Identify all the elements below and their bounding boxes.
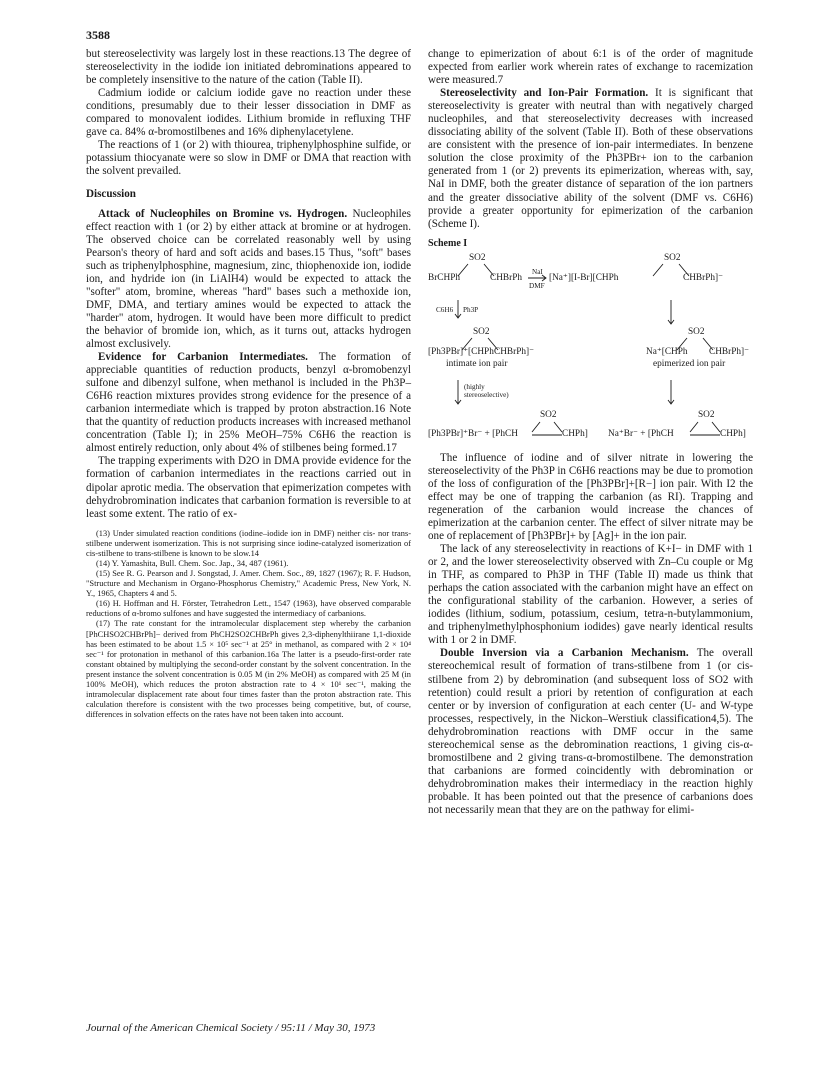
scheme-title: Scheme I bbox=[428, 237, 468, 249]
section-heading-discussion: Discussion bbox=[86, 188, 136, 201]
scheme-epimerized-pair-b: CHBrPh]⁻ bbox=[709, 346, 750, 357]
right-column bbox=[428, 48, 753, 817]
paragraph-text: The formation of appreciable quantities of reduction products, benzyl α-bromobenzyl sulfone and dibenzyl sulfone, when methanol is included in the Ph3P–C6H6 reaction mixtures provides strong evidence for the presence of a carbanion intermediate which is trapped by proton abstraction.16 Note that the quantity of reduction products increases with increased methanol concentration (Table I); in 25% MeOH–75% C6H6 the reaction is almost entirely reduction, only about 4% of stilbenes being formed.17 bbox=[86, 351, 411, 455]
paragraph-text: The overall stereochemical result of formation of trans-stilbene from 1 (or cis-stilbene from 2) by debromination (and subsequent loss of SO2 with retention) could result a priori by retention of configuration at each center or by inversion of configuration at each center (U- and W-type processes, respectively, in the Nickon–Werstiuk classification4,5). The dehydrobromination reactions with DMF occur in the same stereochemical sense as the debromination reactions, 1 giving cis-α-bromostilbene and 2 giving trans-α-bromostilbene. The demonstration that carbanions are formed coincidently with debromination or dehydrobromination makes their intermediacy in the reaction highly probable. It has been pointed out that the presence of carbanions does not necessarily mean that they are on the pathway for elimi- bbox=[428, 647, 753, 816]
scheme-reagent-nai: NaI bbox=[532, 267, 543, 276]
scheme-epimerized-pair-label: epimerized ion pair bbox=[653, 358, 726, 369]
paragraph: change to epimerization of about 6:1 is of the order of magnitude expected from earlier work wherein rates of exchange to racemization were measured.7 bbox=[428, 48, 753, 87]
scheme-product-bottom-right: Na⁺Br⁻ + [PhCH bbox=[608, 428, 674, 439]
footnote: (16) H. Hoffman and H. Förster, Tetrahedron Lett., 1547 (1963), have observed comparable reductions of α-bromo sulfones and have suggested the intermediacy of carbanions. bbox=[86, 599, 411, 619]
scheme-intimate-pair-label: intimate ion pair bbox=[446, 358, 508, 369]
footnote: (13) Under simulated reaction conditions (iodine–iodide ion in DMF) neither cis- nor trans-stilbene underwent isomerization. This is not surprising since iodine-catalyzed isomerization of cis-stilbene to trans-stilbene is known to be slow.14 bbox=[86, 528, 411, 558]
scheme-note: (highly bbox=[464, 382, 485, 391]
paragraph bbox=[86, 351, 411, 455]
run-in-heading: Evidence for Carbanion Intermediates. bbox=[98, 351, 308, 364]
paragraph: The reactions of 1 (or 2) with thiourea, triphenylphosphine sulfide, or potassium thiocyanate were so slow in DMF or DMA that reaction with the solvent prevailed. bbox=[86, 139, 411, 178]
paragraph bbox=[428, 87, 753, 231]
scheme-so2: SO2 bbox=[688, 326, 705, 337]
scheme-so2: SO2 bbox=[540, 409, 557, 420]
scheme-product-top-a: [Na⁺][I-Br][CHPh bbox=[549, 272, 619, 283]
scheme-so2: SO2 bbox=[664, 252, 681, 263]
paragraph bbox=[428, 647, 753, 817]
reaction-scheme bbox=[428, 252, 753, 452]
scheme-reactant-b: CHBrPh bbox=[490, 272, 523, 283]
scheme-intimate-pair-b: CHBrPh]⁻ bbox=[494, 346, 535, 357]
scheme-product-bottom-left: [Ph3PBr]⁺Br⁻ + [PhCH bbox=[428, 428, 518, 439]
paragraph: The lack of any stereoselectivity in reactions of K+I− in DMF with 1 or 2, and the lower stereoselectivity observed with Zn–Cu couple or Mg in THF, as compared to Ph3P in THF (Table II) made us think that perhaps the cation associated with the carbanion might have an effect on the configurational stability of the carbanion. However, a series of iodides (lithium, sodium, potassium, cesium, tetra-n-butylammonium, and triphenylmethylphosphonium iodides) gave nearly identical results with 1 or 2 in DMF. bbox=[428, 543, 753, 647]
scheme-so2: SO2 bbox=[698, 409, 715, 420]
scheme-so2: SO2 bbox=[473, 326, 490, 337]
footnote: (14) Y. Yamashita, Bull. Chem. Soc. Jap., 34, 487 (1961). bbox=[96, 558, 289, 568]
scheme-note: stereoselective) bbox=[464, 390, 509, 399]
run-in-heading: Attack of Nucleophiles on Bromine vs. Hydrogen. bbox=[98, 207, 348, 220]
scheme-epimerized-pair-a: Na⁺[CHPh bbox=[646, 346, 688, 357]
paragraph: The trapping experiments with D2O in DMA provide evidence for the formation of carbanion intermediates in the reactions carried out in dipolar aprotic media. The observation that epimerization competes with dehydrobromination indicates that carbanion formation is reversible to at least some extent. The ratio of ex- bbox=[86, 455, 411, 520]
scheme-reagent-dmf: DMF bbox=[529, 281, 545, 290]
footnote: (17) The rate constant for the intramolecular displacement step whereby the carbanion [PhCHSO2CHBrPh]− derived from PhCH2SO2CHBrPh gives 2,3-diphenylthiirane 1,1-dioxide has been estimated to be about 1.5 × 10⁵ sec⁻¹ at 25° in methanol, as compared with 2 × 10⁴ sec⁻¹ for protonation in methanol of this carbanion.16a The latter is a pseudo-first-order rate constant obtained by multiplying the second-order constant by the solvent concentration. In the present instance the solvent concentration is 0.05 M (in 2% MeOH) as compared with 25 M (in 100% MeOH), which reduces the proton abstraction rate to 4 × 10¹ sec⁻¹, making the intramolecular displacement rate about four times faster than the proton abstraction rate. This calculation therefore is consistent with the two processes being competitive, but, of course, differences in solvation effects on the rates have not been taken into account. bbox=[86, 619, 411, 720]
scheme-reactant-a: BrCHPh bbox=[428, 272, 461, 283]
scheme-product-top-b: CHBrPh]⁻ bbox=[683, 272, 724, 283]
journal-footer: Journal of the American Chemical Society / 95:11 / May 30, 1973 bbox=[86, 1022, 376, 1034]
paragraph: Cadmium iodide or calcium iodide gave no reaction under these conditions, presumably due to their lesser dissociation in DMF as compared to monovalent iodides. Lithium bromide in refluxing THF gave ca. 84% α-bromostilbenes and 16% diphenylacetylene. bbox=[86, 87, 411, 139]
run-in-heading: Double Inversion via a Carbanion Mechanism. bbox=[440, 647, 689, 660]
paragraph-text: It is significant that stereoselectivity is greater with neutral than with negatively charged nucleophiles, and that stereoselectivity decreases with increased dissociating ability of the solvent (Table II). Both of these observations are consistent with the presence of ion-pair intermediates. In benzene solution the close proximity of the Ph3PBr+ ion to the carbanion generated from 1 (or 2) prevents its epimerization, whereas with, say, NaI in DMF, both the greater distance of separation of the ion partners and the greater dissociative ability of the solvent (DMF vs. C6H6) provide a greater opportunity for epimerization of the carbanion (Scheme I). bbox=[428, 87, 753, 230]
paragraph bbox=[86, 208, 411, 352]
scheme-so2: SO2 bbox=[469, 252, 486, 263]
paragraph: but stereoselectivity was largely lost in these reactions.13 The degree of stereoselectivity in the iodide ion initiated debrominations appeared to be completely insensitive to the nature of the cation (Table II). bbox=[86, 48, 411, 87]
paragraph: The influence of iodine and of silver nitrate in lowering the stereoselectivity of the Ph3P in C6H6 reactions may be due to promotion of the loss of configuration of the [Ph3PBr]+[R−] ion pair. With I2 the effect may be one of trapping the carbanion (as RI). Trapping and regeneration of the carbanion would increase the chances of epimerization at the carbanion center. The effect of silver nitrate may be one of replacement of [Ph3PBr]+ by [Ag]+ in the ion pair. bbox=[428, 451, 753, 542]
paragraph-text: Nucleophiles effect reaction with 1 (or 2) by either attack at bromine or at hydrogen. The observed choice can be correlated reasonably well by using Pearson's theory of hard and soft acids and bases.15 Thus, "soft" bases such as triphenylphosphine, magnesium, zinc, thiophenoxide ion, iodide ion, and hydride ion (in LiAlH4) would be expected to attack the "softer" atom, bromine, whereas "hard" bases such a methoxide ion, DMF, DMA, and tertiary amines would be expected to attack the "harder" atom, hydrogen. It would have been more difficult to predict the behavior of bromide ion, which, as it turns out, attacks hydrogen almost exclusively. bbox=[86, 207, 411, 350]
page-number: 3588 bbox=[86, 28, 110, 42]
scheme-reagent-ph3p: Ph3P bbox=[463, 305, 479, 314]
footnotes bbox=[86, 529, 411, 721]
run-in-heading: Stereoselectivity and Ion-Pair Formation. bbox=[440, 87, 649, 100]
scheme-product-bottom-left-b: CHPh] bbox=[562, 428, 588, 439]
left-column bbox=[86, 48, 411, 720]
scheme-product-bottom-right-b: CHPh] bbox=[720, 428, 746, 439]
scheme-reagent-c6h6: C6H6 bbox=[436, 305, 454, 314]
scheme-intimate-pair-a: [Ph3PBr]⁺[CHPh bbox=[428, 346, 494, 357]
footnote: (15) See R. G. Pearson and J. Songstad, J. Amer. Chem. Soc., 89, 1827 (1967); R. F. Hudson, "Structure and Mechanism in Organo-Phosphorus Chemistry," Academic Press, New York, N. Y., 1965, Chapters 4 and 5. bbox=[86, 569, 411, 599]
